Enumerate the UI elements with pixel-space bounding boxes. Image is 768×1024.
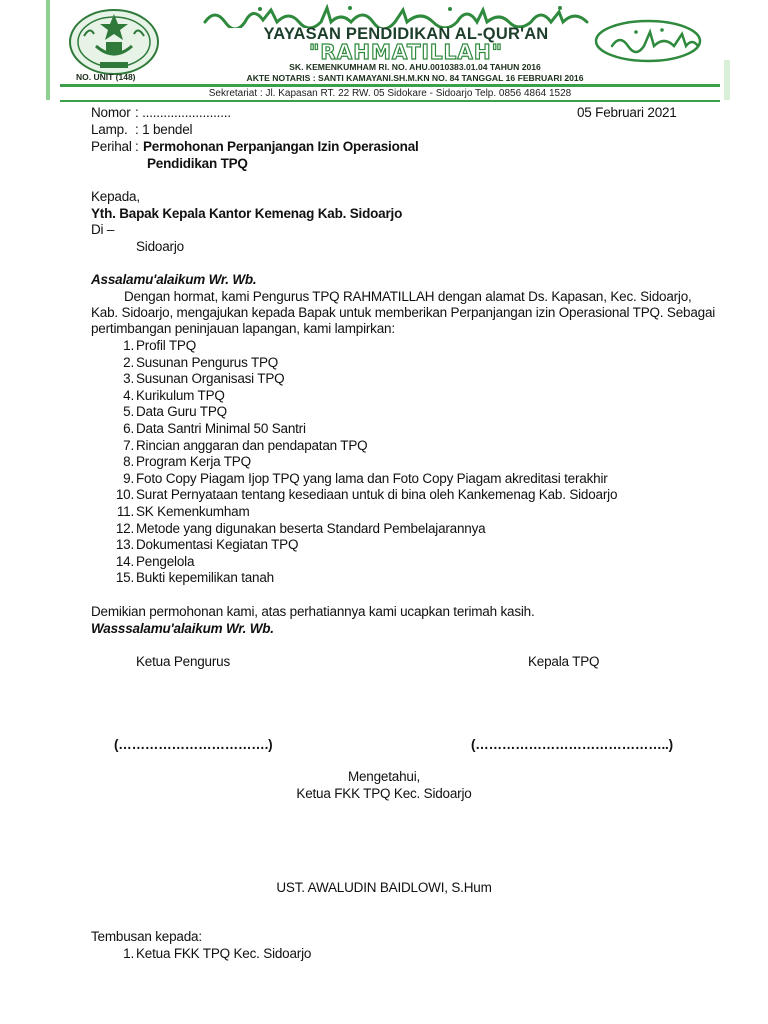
attachment-number: 15. [115, 570, 134, 585]
attachment-item: SK Kemenkumham [136, 504, 250, 519]
kepada: Kepada, [91, 189, 140, 204]
attachment-item: Susunan Pengurus TPQ [136, 355, 279, 370]
attachment-item: Bukti kepemilikan tanah [136, 570, 274, 585]
signature-right-blank: (……………………………………..) [471, 737, 673, 752]
header-divider [60, 84, 720, 87]
perihal-line2: Pendidikan TPQ [147, 156, 248, 171]
cc-item-text: Ketua FKK TPQ Kec. Sidoarjo [136, 946, 312, 961]
unit-number: NO. UNIT (148) [76, 72, 136, 82]
akte-line: AKTE NOTARIS : SANTI KAMAYANI.SH.M.KN NO. 84 TANGGAL 16 FEBRUARI 2016 [246, 73, 584, 83]
salam-closing: Wasssalamu'alaikum Wr. Wb. [91, 621, 274, 636]
fkk-name: UST. AWALUDIN BAIDLOWI, S.Hum [276, 880, 492, 895]
attachment-item: Profil TPQ [136, 338, 197, 353]
opening-line-2: Kab. Sidoarjo, mengajukan kepada Bapak untuk memberikan Perpanjangan izin Operasional TPQ. Sebagai [91, 305, 716, 320]
perihal-line1: Permohonan Perpanjangan Izin Operasional [143, 139, 419, 154]
closing-text: Demikian permohonan kami, atas perhatiannya kami ucapkan terimah kasih. [91, 604, 535, 619]
signature-right-title: Kepala TPQ [528, 654, 600, 669]
nomor-value: : ......................... [135, 105, 231, 120]
salam-opening: Assalamu'alaikum Wr. Wb. [91, 272, 257, 287]
attachment-number: 8. [123, 454, 134, 469]
attachment-number: 6. [123, 421, 134, 436]
attachment-number: 7. [123, 438, 134, 453]
mengetahui: Mengetahui, [347, 769, 421, 784]
attachment-number: 10. [115, 487, 134, 502]
attachment-item: Program Kerja TPQ [136, 454, 251, 469]
recipient-di: Di – [91, 222, 115, 237]
signature-left-blank: (…………………………….) [114, 737, 273, 752]
attachment-item: Kurikulum TPQ [136, 388, 225, 403]
signature-left-title: Ketua Pengurus [136, 654, 231, 669]
fkk-title: Ketua FKK TPQ Kec. Sidoarjo [296, 786, 472, 801]
attachment-item: Foto Copy Piagam Ijop TPQ yang lama dan Foto Copy Piagam akreditasi terakhir [136, 471, 608, 486]
attachment-item: Dokumentasi Kegiatan TPQ [136, 537, 299, 552]
cc-label: Tembusan kepada: [91, 929, 202, 944]
attachment-number: 4. [123, 388, 134, 403]
org-name: YAYASAN PENDIDIKAN AL-QUR'AN [263, 25, 549, 43]
attachment-number: 3. [123, 371, 134, 386]
cc-item-number: 1. [123, 946, 134, 961]
opening-line-1: Dengan hormat, kami Pengurus TPQ RAHMATILLAH dengan alamat Ds. Kapasan, Kec. Sidoarjo, [124, 289, 692, 304]
recipient-name: Yth. Bapak Kepala Kantor Kemenag Kab. Sidoarjo [91, 206, 403, 221]
address-line: Sekretariat : Jl. Kapasan RT. 22 RW. 05 Sidokare - Sidoarjo Telp. 0856 4864 1528 [208, 88, 572, 99]
header-border [46, 0, 50, 100]
org-title: "RAHMATILLAH" [308, 40, 504, 64]
attachment-item: Metode yang digunakan beserta Standard Pembelajarannya [136, 521, 486, 536]
attachment-number: 2. [123, 355, 134, 370]
emblem-logo-icon [66, 6, 162, 76]
attachment-item: Rincian anggaran dan pendapatan TPQ [136, 438, 368, 453]
attachment-number: 12. [115, 521, 134, 536]
sk-line: SK. KEMENKUMHAM RI. NO. AHU.0010383.01.04 TAHUN 2016 [289, 62, 541, 72]
header-divider [60, 100, 720, 102]
nomor-label: Nomor [91, 105, 131, 120]
header-border [724, 60, 730, 100]
attachment-number: 1. [123, 338, 134, 353]
attachment-number: 11. [116, 504, 134, 519]
opening-line-3: pertimbangan peninjauan lapangan, kami lampirkan: [91, 321, 395, 336]
perihal-label: Perihal [91, 139, 132, 154]
lamp-label: Lamp. [91, 122, 128, 137]
attachment-item: Surat Pernyataan tentang kesediaan untuk di bina oleh Kankemenag Kab. Sidoarjo [136, 487, 618, 502]
attachment-item: Susunan Organisasi TPQ [136, 371, 285, 386]
attachment-item: Data Santri Minimal 50 Santri [136, 421, 306, 436]
attachment-number: 9. [123, 471, 134, 486]
recipient-city: Sidoarjo [136, 239, 184, 254]
letterhead [60, 0, 720, 102]
lamp-value: : 1 bendel [135, 122, 193, 137]
arabic-calligraphy-logo-icon [592, 18, 704, 64]
attachment-number: 14. [115, 554, 134, 569]
attachment-item: Pengelola [136, 554, 195, 569]
attachment-item: Data Guru TPQ [136, 404, 227, 419]
attachment-number: 13. [115, 537, 134, 552]
letter-date: 05 Februari 2021 [577, 105, 677, 120]
attachment-number: 5. [123, 404, 134, 419]
perihal-colon: : [135, 139, 139, 154]
